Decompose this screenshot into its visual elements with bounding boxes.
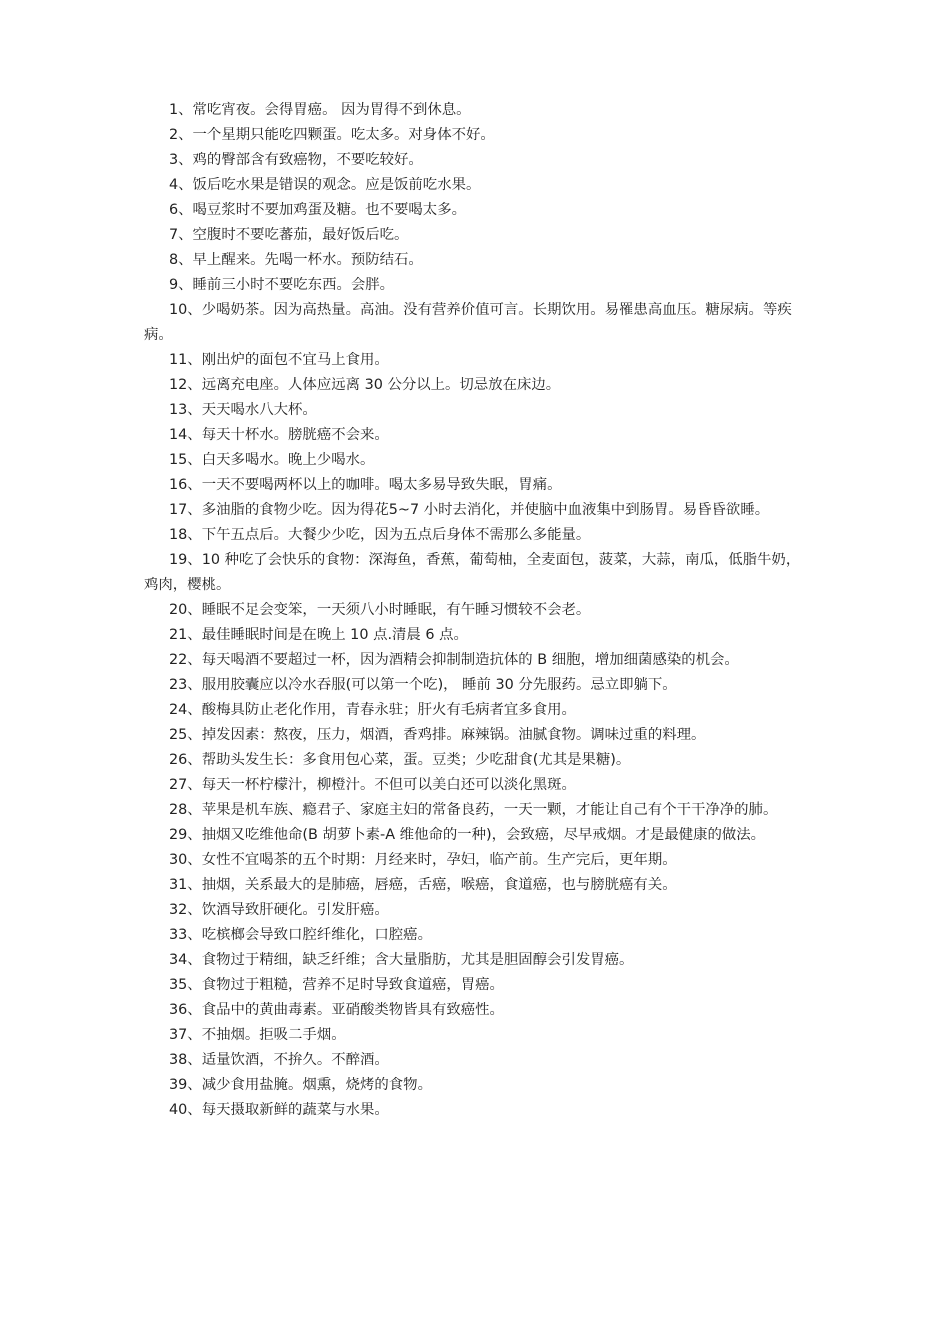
list-item: 15、白天多喝水。晚上少喝水。: [169, 452, 375, 468]
list-item: 34、食物过于精细，缺乏纤维；含大量脂肪，尤其是胆固醇会引发胃癌。: [169, 952, 634, 968]
list-item: 26、帮助头发生长：多食用包心菜，蛋。豆类；少吃甜食(尤其是果糖)。: [169, 752, 631, 768]
list-item: 38、适量饮酒，不拚久。不醉酒。: [169, 1052, 389, 1068]
list-item: 22、每天喝酒不要超过一杯，因为酒精会抑制制造抗体的 B 细胞，增加细菌感染的机会。: [169, 652, 739, 668]
list-item: 16、一天不要喝两杯以上的咖啡。喝太多易导致失眠，胃痛。: [169, 477, 562, 493]
list-item: 14、每天十杯水。膀胱癌不会来。: [169, 427, 389, 443]
list-item: 12、远离充电座。人体应远离 30 公分以上。切忌放在床边。: [169, 377, 561, 393]
list-item: 18、下午五点后。大餐少少吃，因为五点后身体不需那么多能量。: [169, 527, 591, 543]
list-item: 10、少喝奶茶。因为高热量。高油。没有营养价值可言。长期饮用。易罹患高血压。糖尿病。等疾病。: [144, 302, 792, 343]
list-item: 7、空腹时不要吃蕃茄，最好饭后吃。: [169, 227, 409, 243]
list-item: 31、抽烟，关系最大的是肺癌，唇癌，舌癌，喉癌，食道癌，也与膀胱癌有关。: [169, 877, 677, 893]
list-item: 33、吃槟榔会导致口腔纤维化，口腔癌。: [169, 927, 432, 943]
list-item: 4、饭后吃水果是错误的观念。应是饭前吃水果。: [169, 177, 481, 193]
list-item: 39、减少食用盐腌。烟熏，烧烤的食物。: [169, 1077, 432, 1093]
list-item: 24、酸梅具防止老化作用，青春永驻；肝火有毛病者宜多食用。: [169, 702, 576, 718]
list-item: 29、抽烟又吃维他命(B 胡萝卜素-A 维他命的一种)，会致癌，尽早戒烟。才是最健康的做法。: [169, 827, 766, 843]
list-item: 13、天天喝水八大杯。: [169, 402, 317, 418]
document-page: [144, 98, 814, 1123]
list-item: 20、睡眠不足会变笨，一天须八小时睡眠，有午睡习惯较不会老。: [169, 602, 591, 618]
list-item: 28、苹果是机车族、瘾君子、家庭主妇的常备良药，一天一颗，才能让自己有个干干净净的肺。: [169, 802, 778, 818]
list-item: 3、鸡的臀部含有致癌物，不要吃较好。: [169, 152, 423, 168]
list-item: 25、掉发因素：熬夜，压力，烟酒，香鸡排。麻辣锅。油腻食物。调味过重的料理。: [169, 727, 706, 743]
list-item: 30、女性不宜喝茶的五个时期：月经来时，孕妇，临产前。生产完后，更年期。: [169, 852, 677, 868]
list-item: 35、食物过于粗糙，营养不足时导致食道癌，胃癌。: [169, 977, 504, 993]
list-item: 17、多油脂的食物少吃。因为得花5~7 小时去消化，并使脑中血液集中到肠胃。易昏昏欲睡。: [169, 502, 770, 518]
list-item: 6、喝豆浆时不要加鸡蛋及糖。也不要喝太多。: [169, 202, 466, 218]
list-item: 2、一个星期只能吃四颗蛋。吃太多。对身体不好。: [169, 127, 495, 143]
list-item: 27、每天一杯柠檬汁，柳橙汁。不但可以美白还可以淡化黑斑。: [169, 777, 576, 793]
list-item: 11、刚出炉的面包不宜马上食用。: [169, 352, 389, 368]
list-item: 40、每天摄取新鲜的蔬菜与水果。: [169, 1102, 389, 1118]
list-item: 8、早上醒来。先喝一杯水。预防结石。: [169, 252, 423, 268]
list-item: 21、最佳睡眠时间是在晚上 10 点.清晨 6 点。: [169, 627, 468, 643]
list-item: 1、常吃宵夜。会得胃癌。 因为胃得不到休息。: [169, 102, 471, 118]
list-item: 32、饮酒导致肝硬化。引发肝癌。: [169, 902, 389, 918]
list-item: 36、食品中的黄曲毒素。亚硝酸类物皆具有致癌性。: [169, 1002, 504, 1018]
list-item: 37、不抽烟。拒吸二手烟。: [169, 1027, 346, 1043]
list-item: 9、睡前三小时不要吃东西。会胖。: [169, 277, 395, 293]
list-item: 19、10 种吃了会快乐的食物：深海鱼，香蕉，葡萄柚，全麦面包，菠菜，大蒜，南瓜，低脂牛奶，鸡肉，樱桃。: [144, 552, 801, 593]
list-item: 23、服用胶囊应以冷水吞服(可以第一个吃)， 睡前 30 分先服药。忌立即躺下。: [169, 677, 677, 693]
